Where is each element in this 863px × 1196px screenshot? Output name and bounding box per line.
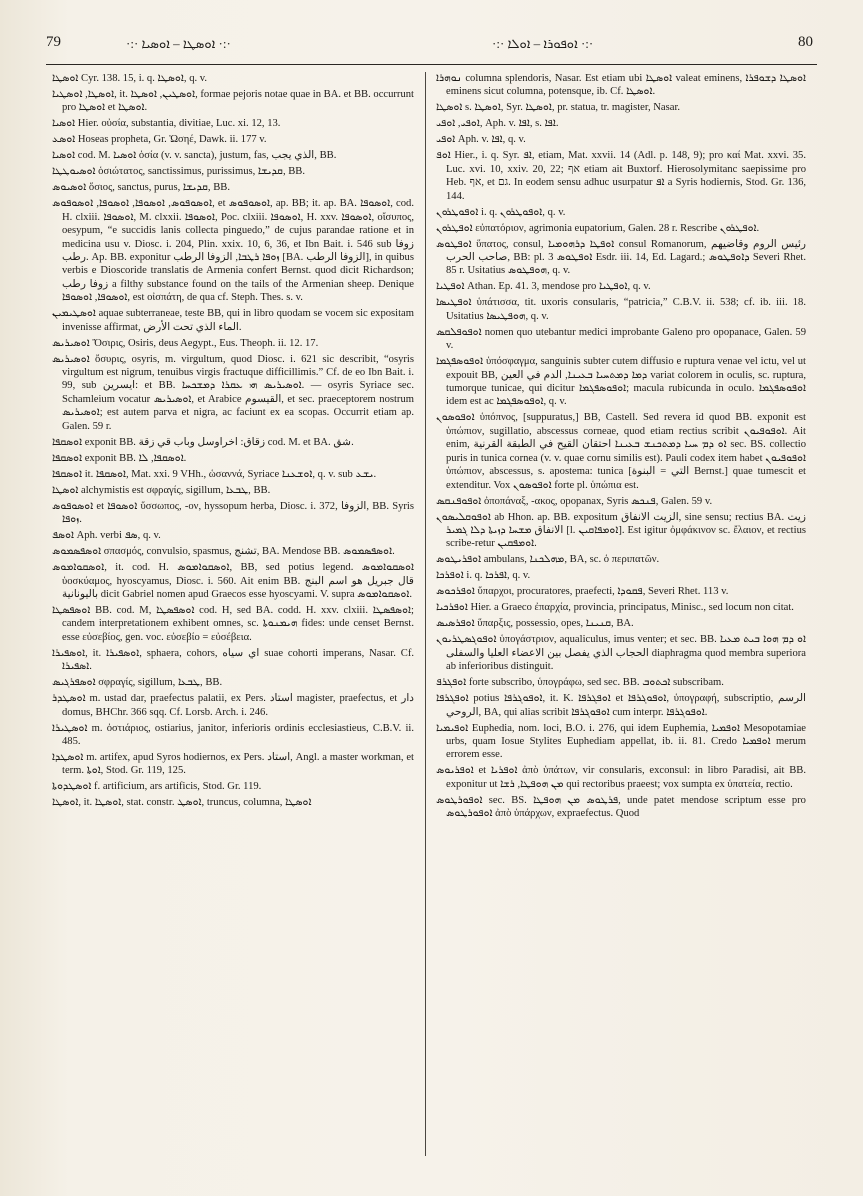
dictionary-entry: ܐܘܣܛܐ, ܐܘܣܛܝܐ, it. ܐܘܣܛܝܢ, ܐܘܣܛܐ, formae pejoris notae quae in BA. et BB. occurrunt pro ܐܘܣܛܐ et ܐܘܣܛܐ. <box>52 89 414 114</box>
dictionary-entry: ܐܘܦܪܝܘܣ et ܐܘܦܪܝܐ ἀπὸ ὑπάτων, vir consularis, exconsul: in libro Paradisi, ait BB. exponitur ut ܡܢ ܗܘܦܛܐ, ܪܫܐ qui rectoribus praeest; vox sumpta ex ὑπατεία, rectio. <box>436 765 806 790</box>
dictionary-entry: ܐܘܣܝܐ cod. M. ܐܘܣܝܐ ὁσία (v. v. sancta), justum, fas, الذي يجب, BB. <box>52 150 337 162</box>
dictionary-entry: ܐܘܣܛܝܪܐ m. ὀστιάριος, ostiarius, janitor, inferioris ordinis ecclesiastieus, C.B.V. ii. 485. <box>52 722 414 747</box>
right-page-number: 80 <box>798 34 813 50</box>
dictionary-entry: ܐܘܣܦܪܓܝܣ σφραγίς, sigillum, ܛܒܥܐ, BB. <box>52 677 223 689</box>
right-running-title: ·:· ܐܘܦܘܪܐ – ܐܘܠܐ ·:· <box>492 36 594 51</box>
dictionary-entry: ܐܘܣܦܣܡܘܣ σπασμός, convulsio, spasmus, تشنج, BA. Mendose BB. ܐܘܣܦܣܡܘܣ. <box>52 546 395 558</box>
dictionary-entry: ܐܘܦ Hier., i. q. Syr. ܐܦ, etiam, Mat. xxvii. 14 (Adl. p. 148, 9); pro καί Mat. xxvi. 35. Luc. xvi. 10, xxiv. 20, 22; אף etiam ait Buxtorf. Hierosolymitanc saepissime pro Heb. אף, et גם. In eodem sensu adhuc usurpatur ܐܦ a Syris hodiernis, Stod. Gr. 136, 144. <box>436 150 806 202</box>
left-running-title: ·:· ܐܘܣܛܐ – ܐܘܣܝܐ ·:· <box>126 36 231 51</box>
dictionary-entry: ܐܘܣܦ Aph. verbi ܣܦ, q. v. <box>52 530 161 542</box>
left-column <box>52 72 414 1162</box>
dictionary-entry: ܐܘܦܪܝܛܘܣ ambulans, ܡܗܠܟܢܐ, BA, sc. ὁ περιπατῶν. <box>436 554 660 566</box>
dictionary-entry: ܢܘܗܪܐ columna splendoris, Nasar. Est etiam ubi ܐܘܣܛܐ valeat eminens, ܐܘܣܛܐ ܕܫܘܦܪܐ eminens sicut columna, potensque, ib. Cf. ܐܘܣܛܐ. <box>436 73 806 98</box>
dictionary-entry: ܐܘܦܘܪܛܘܣ sec. BS. ܦܪܛܘܣ ܡܢ ܗܘܦܛܐ, unde patet mendose scriptum esse pro ܐܘܦܘܪܛܘܣ ἀπὸ ὑπάρχων, expraefectus. Quod <box>436 794 806 820</box>
dictionary-entry: ܐܘܦܘܛܪܘܢ i. q. ܐܘܦܘܛܪܘܢ, q. v. <box>436 206 566 218</box>
dictionary-entry: ܐܘܣܦܣܛܐ BB. cod. M, ܐܘܣܦܣܛܐ cod. H, sed BA. codd. H. xxv. clxiii. ܐܘܣܦܣܛܐ; candem interpretationem exhibent omnes, sc. ܗܝܡܢܘܬܐ fides: unde censet Bernst. esse εὐσεβίος, gen. voc. εὐσεβίο = εὐσέβεια. <box>52 604 414 643</box>
dictionary-entry: ܐܘܣܩܦܐ it. ܐܘܣܩܦܐ, Mat. xxi. 9 VHh., ὡσαννά, Syriace ܐܘܫܥܢܐ, q. v. sub ܝܫܥ. <box>52 468 377 480</box>
dictionary-entry: ܐܘܦܪܟܝܐ Hier. a Graeco ἐπαρχία, provincia, principatus, Minisc., sed locum non citat. <box>436 602 794 614</box>
dictionary-entry: ܐܘܦܪܣܝܣ ὕπαρξις, possessio, opes, ܩܢܝܢܐ, BA. <box>436 618 634 630</box>
dictionary-entry: ܐܘܣܝܪܝܣ Ὄσιρις, Osiris, deus Aegypt., Eus. Theoph. ii. 12. 17. <box>52 337 319 349</box>
dictionary-entry: ܐܘܣܩܘܐܡܘܣ, it. cod. H. ܐܘܣܩܘܐܡܘܣ, BB, sed potius legend. ܐܘܣܩܘܐܡܘܣ ὑοσκύαμος, hyoscyamus, Diosc. i. 560. Ait enim BB. قال جبريل هو اسم البنج باليونانية dicit Gabriel nomen apud Graecos esse hyoscyami. V. supra ܐܘܣܩܘܐܡܘܣ. <box>52 562 414 600</box>
dictionary-entry: ܐܘܣܝܪܝܣ ὄσυρις, osyris, m. virgultum, quod Diosc. i. 621 sic describit, “osyris virgultum est nigrum, tenuibus virgis fractuque difficillimis.” Cf. de eo Ibn Bait. i. 99, sub ايسرين: et BB. ܐܘܣܝܪܝܣ ܗܝ ܥܩܪܐ ܕܡܫܟܚܐ. — osyris Syriace sec. Schamleium vocatur ܐܘܣܝܪܝܣ, et Arabice القيسوم, et sec. praeceptorem nostrum ܐܘܣܝܪܝܣ; est autem parva et nigra, ac faciunt ex ea scopas. Occurrit etiam ap. Galen. 59 r. <box>52 353 414 432</box>
dictionary-entry: ܐܘܦܝܡܝܐ Euphedia, nom. loci, B.O. i. 276, qui idem Euphemia, ܐܘܦܡܝܐ Mesopotamiae urbs, quam Iosue Stylites Euphediam appellat, ib. ii. 81. Credo ܐܘܦܡܝܐ merum errorem esse. <box>436 722 806 761</box>
dictionary-entry: ܐܘܣܛܐ Cyr. 138. 15, i. q. ܐܘܣܛܐ, q. v. <box>52 73 208 84</box>
dictionary-entry: ܐܘܦܓܪܦܐ potius ܐܘܦܘܓܪܦܐ, it. K. ܐܘܦܓܪܦܐ et ܐܘܦܘܓܪܦܐ, ὑπογραφή, subscriptio, الرسم الروحي, BA, qui alias scribit ܐܘܦܘܓܪܦܐ cum interpr. ܐܘܦܘܓܪܦܐ. <box>436 693 806 718</box>
dictionary-entry: ܐܘܣܛܕܘܬܐ f. artificium, ars artificis, Stod. Gr. 119. <box>52 781 262 793</box>
dictionary-entry: ܐܘܦܘܦܠܩܣ nomen quo utebantur medici improbante Galeno pro opopanace, Galen. 59 v. <box>436 326 806 352</box>
dictionary-entry: ܐܘܦܓܪܦ forte subscribo, ὑπογράφω, sed sec. BB. ܐܟܬܘܒ subscribam. <box>436 677 724 689</box>
dictionary-entry: ܐܘܣܛܐ, it. ܐܘܣܛܐ, stat. constr. ܐܘܣܛ, truncus, columna, ܐܘܣܛܐ <box>52 797 312 809</box>
dictionary-entry: ܐܘܦܘܣܘܢ ὑπόπνος, [suppuratus,] BB, Castell. Sed revera id quod BB. exponit est ὑπώπιον, sugillatio, abscessus corneae, quod etiam rectius scribit ܐܘܦܘܦܝܘܢ. Ait enim, ܐܘ ܕܡ ܚܝܐ ܕܡܬܟܢܫ ܒܥܝܢܐ احتقان القيح في الطبقة القرنية sec. BS. collectio puris in tunica cornea (v. v. quae cornu similis est). Pauli codex item habet ܐܘܦܘܦܝܘܢ ὑπώπιον, abscessus, s. apostema: tunica [التي = البنوة Bernst.] quae tumescit et extenditur. Vox ܐܘܦܘܣܘܢ forte pl. ὑπώπια est. <box>436 412 806 491</box>
dictionary-entry: ܐܘܣܩܦܐ exponit BB. ܐܘܣܩܦܐ, ܠܐ. <box>52 452 187 464</box>
dictionary-entry: ܐܘܣܦܝܪܐ, it. ܐܘܣܦܝܪܐ, sphaera, cohors, اي سياه suae cohorti imperans, Nasar. Cf. ܐܣܦܝܪܐ. <box>52 647 414 673</box>
dictionary-entry: ܐܘܣܘܦܘܣ, ܐܘܣܘܦܐ, ܐܘܣܘܦܐ, ܐܘܣܘܦܘܣ, et ܐܘܣܘܦܘܣ, ap. BB; it. ap. BA. ܐܘܣܘܦܐ, cod. H. clxiii. ܐܘܣܘܦܐ, M. clxxii. ܐܘܣܘܦܐ, Poc. clxiii. ܐܘܣܘܦܐ, H. xxv. ܐܘܣܘܦܐ, οἴσυπος, oesypum, “e succidis lanis collecta pinguedo,” de cujus parandae ratione et in medicina usu v. Diosc. i. 204, Plin. xxix. 10, 6, 36, et Ibn Bait. i. 546 sub زوفا رطب. Ap. BB. exponitur ܙܘܦܐ ܪܛܒܐ, الزوفا الرطب [BA. الزوفا الرطب], in quibus verbis e Dioscoride translatis de Armenia confert Bernst. quod dicit Richardson; زوفا رطب a filthy substance found on the tails of the Armenian sheep. Denique ܐܘܣܘܦܐ, ܐܘܣܘܦܐ, est οἰσπάτη, de qua cf. Steph. Thes. s. v. <box>52 198 414 304</box>
dictionary-entry: ܐܘܣܝܘܣ ὅσιος, sanctus, purus, ܩܕܝܫܐ, BB. <box>52 182 230 194</box>
left-page-number: 79 <box>46 34 61 50</box>
header-rule <box>46 64 817 65</box>
dictionary-entry: ܐܘܦܘܣܦܓܡܐ ὑπόσφαγμα, sanguinis subter cutem diffusio e ruptura venae vel ictu, vel ut expouit BB, ܕܡܐ ܕܡܬܚܝܐ ܒܥܝܢܐ, الدم في العين variat colorem in oculis, sc. ruptura, tumorque tunicae, qui dicitur ܐܘܦܘܣܦܓܡܐ; macula rubicunda in oculo. ܐܘܦܘܣܦܓܡܐ idem est ac ܐܘܦܘܣܦܓܡܐ, q. v. <box>436 356 806 408</box>
dictionary-entry: ܐܘܦܪܟܐ i. q. ܐܦܪܟܐ, q. v. <box>436 570 531 582</box>
dictionary-entry: ܐܘܣܛܕܪ m. ustad dar, praefectus palatii, ex Pers. استاد magister, praefectus, et دار domus, BHChr. 366 sqq. Cf. Lorsb. Arch. i. 246. <box>52 693 414 718</box>
dictionary-entry: ܐܘܦܛܝܣܐ ὑπάτισσα, tit. uxoris consularis, “patricia,” C.B.V. ii. 538; cf. ib. iii. 18. Usitatius ܗܘܦܛܝܣܐ, q. v. <box>436 297 806 322</box>
dictionary-entry: ܐܘܦܝ, ܐܘܦܝ, Aph. v. ܐܦܐ, s. ܐܦܐ. <box>436 118 559 130</box>
dictionary-entry: ܐܘܦܘܩܠܝܣܘܢ ab Hhon. ap. BB. expositum الزيت الانفاق, sine sensu; rectius BA. زيت الانفاق ܡܫܚܐ ܕܙܝܬܐ ܕܠܐ ܓܡܝܪ [l. ܐܘܡܦܐܩܝܢ]. Est igitur ὀμφάκινον sc. ἔλαιον, et rectius scribe-retur ܐܘܡܦܩܝܢ. <box>436 511 806 550</box>
dictionary-entry: ܐܘܣܝܐ Hier. οὐσία, substantia, divitiae, Luc. xi. 12, 13. <box>52 118 281 130</box>
dictionary-entry: ܐܘܦܪܟܘܣ ὕπαρχοι, procuratores, praefecti, ܦܩܘܕܐ, Severi Rhet. 113 v. <box>436 586 729 598</box>
dictionary-entry: ܐܘܦܛܪܘܢ εὐπατόριον, agrimonia eupatorium, Galen. 28 r. Rescribe ܐܘܦܛܪܘܢ. <box>436 222 760 234</box>
dictionary-entry: ܐܘܣܛܝܡܝܢ aquae subterraneae, teste BB, qui in libro quodam se vocem sic expositam invenisse affirmat, الماء الذي تحت الأرض. <box>52 308 414 333</box>
dictionary-entry: ܐܘܣܘܦܘܣ et ܐܘܣܘܦܐ ὕσσωπος, -ον, hyssopum herba, Diosc. i. 372, الزوفا, BB. Syris ܙܘܦܐ. <box>52 500 414 526</box>
dictionary-entry: ܐܘܦܝ Aph. v. ܐܦܐ, q. v. <box>436 134 526 146</box>
dictionary-entry: ܐܘܣܛܐ alchymistis est σφραγίς, sigillum, ܛܒܥܐ, BB. <box>52 484 271 496</box>
dictionary-entry: ܐܘܣܛܐ s. ܐܘܣܛܐ, Syr. ܐܘܣܛܐ, pr. statua, tr. magister, Nasar. <box>436 102 681 114</box>
page-header <box>46 34 817 60</box>
dictionary-entry: ܐܘܦܘܓܣܛܪܝܘܢ ὑπογάστριον, aqualiculus, imus venter; et sec. BB. ܐܘ ܕܡ ܗܘܐ ܒܝܬ ܡܥܝܐ الحجاب الذي يفصل بين الاعضاء العليا والسفلى diaphragma quod membra superiora ab inferioribus distinguit. <box>436 634 806 673</box>
dictionary-entry: ܐܘܣܥ Hoseas propheta, Gr. Ὡσηέ, Dawk. ii. 177 v. <box>52 134 267 146</box>
column-divider <box>425 72 426 1156</box>
dictionary-entry: ܐܘܦܛܝܐ Athan. Ep. 41. 3, mendose pro ܐܘܦܛܝܐ, q. v. <box>436 281 651 293</box>
dictionary-entry: ܐܘܣܩܦܐ exponit BB. زقاق: اخراوسل وباب قي زقة cod. M. et BA. شق. <box>52 436 354 448</box>
dictionary-entry: ܐܘܦܘܦܢܩܣ ὀποπάναξ, -ακος, opopanax, Syris ܦܢܟܣ, Galen. 59 v. <box>436 495 713 507</box>
right-column <box>436 72 806 1162</box>
dictionary-entry: ܐܘܣܛܕܐ m. artifex, apud Syros hodiernos, ex Pers. استاد, Angl. a master workman, et term. ܐܘܬܐ, Stod. Gr. 119, 125. <box>52 751 414 777</box>
dictionary-entry: ܐܘܦܛܘܣ ὕπατος, consul, ܐܘܦܛܐ ܕܪܗܘܡܝܐ consul Romanorum, رئيس الروم وقاضيهم صاحب الحرب, BB: pl. ܐܘܦܛܘܣ 3 Esdr. iii. 14, Ed. Lagard.; ܕܐܘܦܛܘܣ Severi Rhet. 85 r. Usitatius ܗܘܦܛܘܣ, q. v. <box>436 238 806 277</box>
dictionary-entry: ܐܘܣܝܘܛܛܐ ὁσιώτατος, sanctissimus, purissimus, ܩܕܝܫܐ, BB. <box>52 166 306 178</box>
